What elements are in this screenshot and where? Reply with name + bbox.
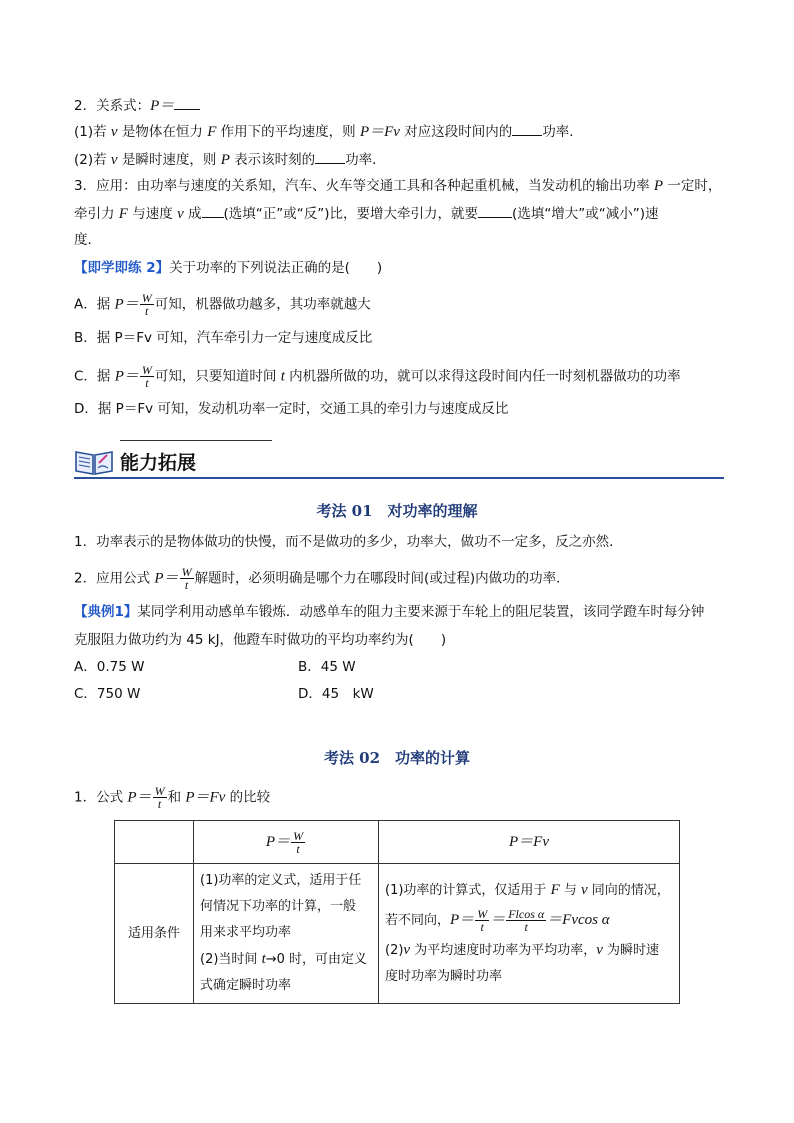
- table-header-calculation: P＝Fv: [379, 821, 680, 864]
- table-cell-calculation: (1)功率的计算式，仅适用于 F 与 v 同向的情况， 若不同向，P＝ $\frac{W}{t}$ ＝ $\frac{\text{Flcos α}}{t}$ ＝Fvcos α (2)v 为平均速度时功率为平均功率，v 为瞬时速 度时功率为瞬时功率: [379, 864, 680, 1004]
- practice-2-question: 【即学即练 2】关于功率的下列说法正确的是( ): [74, 260, 383, 276]
- relation-item-1: (1)若 v 是物体在恒力 F 作用下的平均速度，则 P＝Fv 对应这段时间内的 功率．: [74, 121, 583, 142]
- banner-rule: [74, 477, 724, 479]
- relation-item-2: (2)若 v 是瞬时速度，则 P 表示该时刻的 功率．: [74, 149, 386, 170]
- application-line-3: 度．: [74, 232, 101, 248]
- section-1-point-1: 1．功率表示的是物体做功的快慢，而不是做功的多少，功率大，做功不一定多，反之亦然．: [74, 534, 623, 550]
- answer-blank: [174, 95, 200, 110]
- example-1-line-2: 克服阻力做功约为 45 kJ，他蹬车时做功的平均功率约为( ): [74, 632, 447, 648]
- practice-2-option-a[interactable]: A．据 P＝ $\frac{W}{t}$ 可知，机器做功越多，其功率就越大: [74, 291, 371, 318]
- banner-top-line: [120, 440, 272, 441]
- fraction-w-over-t: $\frac{W}{t}$: [141, 291, 152, 318]
- section-title-02: 考法 02 功率的计算: [323, 749, 471, 767]
- section-title-01: 考法 01 对功率的理解: [316, 502, 478, 520]
- fraction-w-over-t: $\frac{W}{t}$: [154, 784, 165, 811]
- practice-2-option-b[interactable]: B．据 P＝Fv 可知，汽车牵引力一定与速度成反比: [74, 330, 373, 346]
- relation-line: [74, 95, 200, 116]
- fraction-w-over-t: $\frac{W}{t}$: [181, 565, 192, 592]
- practice-2-option-c[interactable]: C．据 P＝ $\frac{W}{t}$ 可知，只要知道时间 t 内机器所做的功，就可以求得这段时间内任一时刻机器做功的功率: [74, 363, 681, 390]
- answer-blank: [512, 121, 542, 136]
- section-2-point-1: 1．公式 P＝ $\frac{W}{t}$ 和 P＝Fv 的比较: [74, 784, 271, 811]
- banner-title: 能力拓展: [120, 452, 197, 474]
- table-row: [115, 864, 680, 1004]
- section-1-point-2: 2．应用公式 P＝ $\frac{W}{t}$ 解题时，必须明确是哪个力在哪段时间(或过程)内做功的功率．: [74, 565, 570, 592]
- example-1-option-b[interactable]: B．45 W: [298, 659, 356, 675]
- answer-blank: [202, 203, 224, 218]
- comparison-table: [114, 820, 680, 1004]
- fraction-w-over-t: $\frac{W}{t}$: [141, 363, 152, 390]
- table-cell-definition: (1)功率的定义式，适用于任 何情况下功率的计算，一般 用来求平均功率 (2)当时间 t→0 时，可由定义 式确定瞬时功率: [194, 864, 379, 1004]
- practice-2-option-d[interactable]: D．据 P＝Fv 可知，发动机功率一定时，交通工具的牵引力与速度成反比: [74, 401, 509, 417]
- answer-blank: [478, 203, 512, 218]
- example-1-option-c[interactable]: C．750 W: [74, 686, 141, 702]
- table-header-empty: [115, 821, 194, 864]
- example-tag: 【典例1】: [74, 604, 138, 620]
- relation-prefix: 2．关系式：: [74, 98, 151, 114]
- table-row-label: 适用条件: [115, 864, 194, 1004]
- table-header-row: [115, 821, 680, 864]
- section-banner: [74, 440, 724, 480]
- example-1-line-1: 【典例1】某同学利用动感单车锻炼．动感单车的阻力主要来源于车轮上的阻尼装置，该同学蹬车时每分钟: [74, 604, 705, 620]
- table-header-definition: P＝ $\frac{W}{t}$: [194, 821, 379, 864]
- application-line-2: 牵引力 F 与速度 v 成 (选填“正”或“反”)比，要增大牵引力，就要 (选填“增大”或“减小”)速: [74, 203, 659, 224]
- answer-blank: [315, 149, 345, 164]
- book-icon: [74, 446, 114, 476]
- practice-tag: 【即学即练 2】: [74, 260, 170, 276]
- example-1-option-a[interactable]: A．0.75 W: [74, 659, 145, 675]
- application-line-1: 3．应用：由功率与速度的关系知，汽车、火车等交通工具和各种起重机械，当发动机的输出功率 P 一定时，: [74, 178, 722, 194]
- example-1-option-d[interactable]: D．45 kW: [298, 686, 374, 702]
- relation-formula: P＝: [150, 98, 175, 114]
